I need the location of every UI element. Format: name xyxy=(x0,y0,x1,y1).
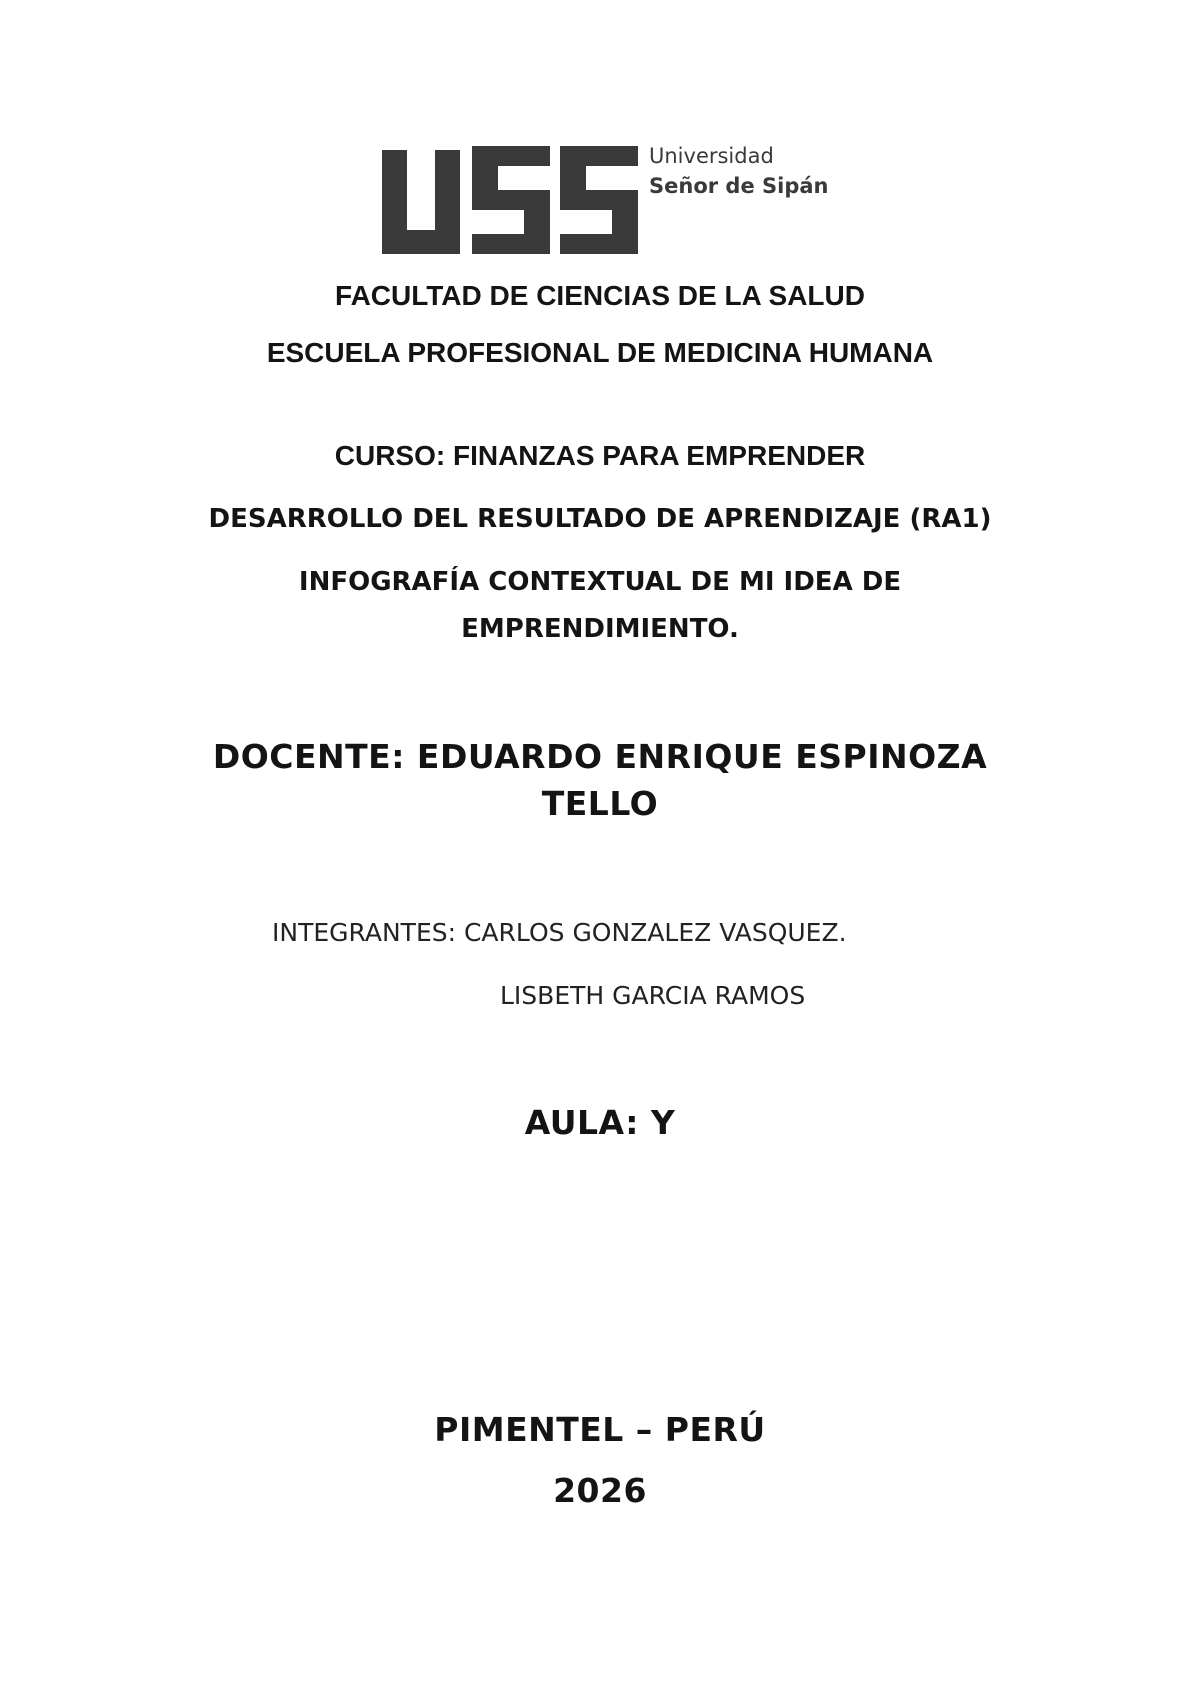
year: 2026 xyxy=(553,1471,647,1510)
school-title: ESCUELA PROFESIONAL DE MEDICINA HUMANA xyxy=(266,337,934,368)
topic-line-1: INFOGRAFÍA CONTEXTUAL DE MI IDEA DE xyxy=(298,567,902,597)
member-second: LISBETH GARCIA RAMOS xyxy=(500,981,806,1010)
place: PIMENTEL – PERÚ xyxy=(434,1410,766,1449)
topic-line-2: EMPRENDIMIENTO. xyxy=(461,614,739,644)
faculty-title: FACULTAD DE CIENCIAS DE LA SALUD xyxy=(335,280,865,311)
members-line: INTEGRANTES: CARLOS GONZALEZ VASQUEZ. xyxy=(272,918,847,947)
university-logo xyxy=(382,144,829,260)
classroom: AULA: Y xyxy=(524,1103,676,1142)
logo-senor-de-sipan-text: Señor de Sipán xyxy=(649,174,829,198)
logo-universidad-text: Universidad xyxy=(649,144,774,168)
uss-letters-logo xyxy=(382,144,638,260)
development-title: DESARROLLO DEL RESULTADO DE APRENDIZAJE (RA1) xyxy=(208,504,992,534)
teacher-line-2: TELLO xyxy=(541,784,659,823)
teacher-line-1: DOCENTE: EDUARDO ENRIQUE ESPINOZA xyxy=(212,737,988,776)
course-name: CURSO: FINANZAS PARA EMPRENDER xyxy=(334,440,866,471)
